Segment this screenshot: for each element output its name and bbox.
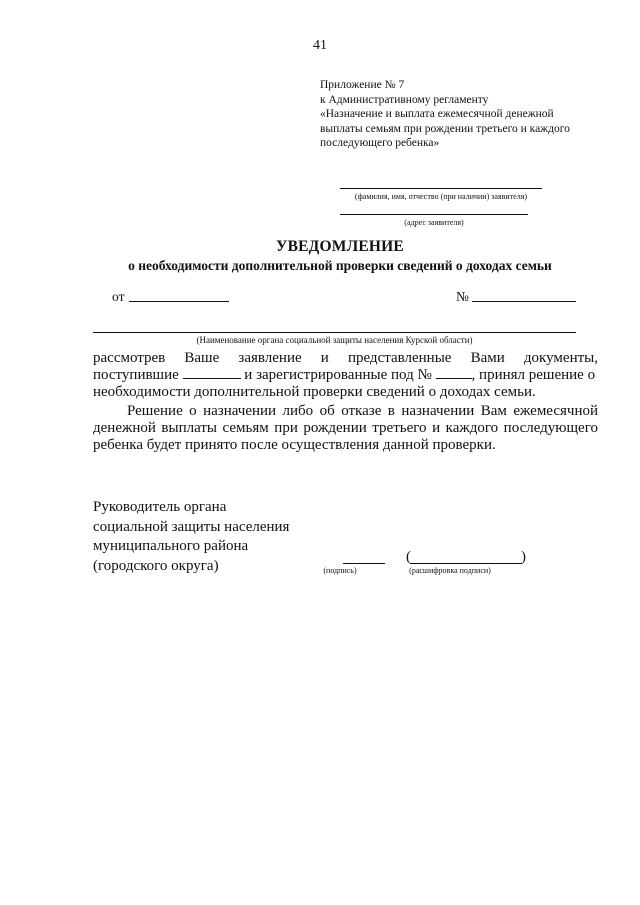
appendix-line: «Назначение и выплата ежемесячной денежной (320, 108, 554, 120)
signature-caption: (подпись) (323, 566, 357, 575)
appendix-line: выплаты семьям при рождении третьего и каждого (320, 122, 570, 135)
body-line: Решение о назначении либо об отказе в назначении Вам ежемесячной (127, 403, 598, 419)
applicant-name-caption: (фамилия, имя, отчество (при наличии) заявителя) (354, 192, 528, 201)
body-line: денежной выплаты семьям при рождении третьего и каждого последующего (93, 420, 598, 436)
appendix-line: Приложение № 7 (320, 79, 405, 91)
appendix-header (320, 78, 620, 151)
organ-name-line (93, 332, 576, 333)
number-line (472, 301, 576, 302)
from-date-line (129, 301, 229, 302)
page-number: 41 (313, 38, 327, 53)
from-label: от (112, 289, 125, 304)
open-paren: ( (406, 549, 411, 565)
document-title: УВЕДОМЛЕНИЕ (276, 238, 404, 255)
organ-name-caption: (Наименование органа социальной защиты населения Курской области) (196, 335, 473, 345)
applicant-address-line (340, 214, 528, 215)
body-line: ребенка будет принято после осуществления данной проверки. (93, 437, 496, 453)
applicant-name-line (340, 188, 542, 189)
appendix-line: последующего ребенка» (320, 137, 440, 149)
decoding-caption: (расшифровка подписи) (409, 566, 491, 575)
body-line: рассмотрев Ваше заявление и представленные Вами документы, (93, 350, 598, 366)
appendix-line: к Административному регламенту (320, 93, 489, 106)
number-label: № (456, 289, 469, 304)
incoming-date-blank (183, 378, 241, 379)
decision-paragraph (93, 403, 598, 454)
body-line (93, 367, 598, 384)
body-text-fragment: поступившие (93, 367, 179, 383)
body-line: необходимости дополнительной проверки сведений о доходах семьи. (93, 384, 536, 400)
signature-block (93, 498, 289, 576)
signature-line (343, 563, 385, 564)
body-text-fragment: и зарегистрированные под № (244, 367, 432, 383)
document-subtitle: о необходимости дополнительной проверки сведений о доходах семьи (128, 258, 552, 273)
signatory-line: (городского округа) (93, 557, 219, 574)
registration-number-blank (436, 378, 472, 379)
applicant-address-caption: (адрес заявителя) (404, 218, 464, 227)
signatory-line: Руководитель органа (93, 499, 227, 515)
body-paragraph (93, 350, 598, 401)
signatory-line: муниципального района (93, 538, 249, 554)
signatory-line: социальной защиты населения (93, 518, 290, 535)
decoding-line (410, 563, 522, 564)
close-paren: ) (521, 549, 526, 565)
body-text-fragment: , принял решение о (471, 367, 596, 383)
